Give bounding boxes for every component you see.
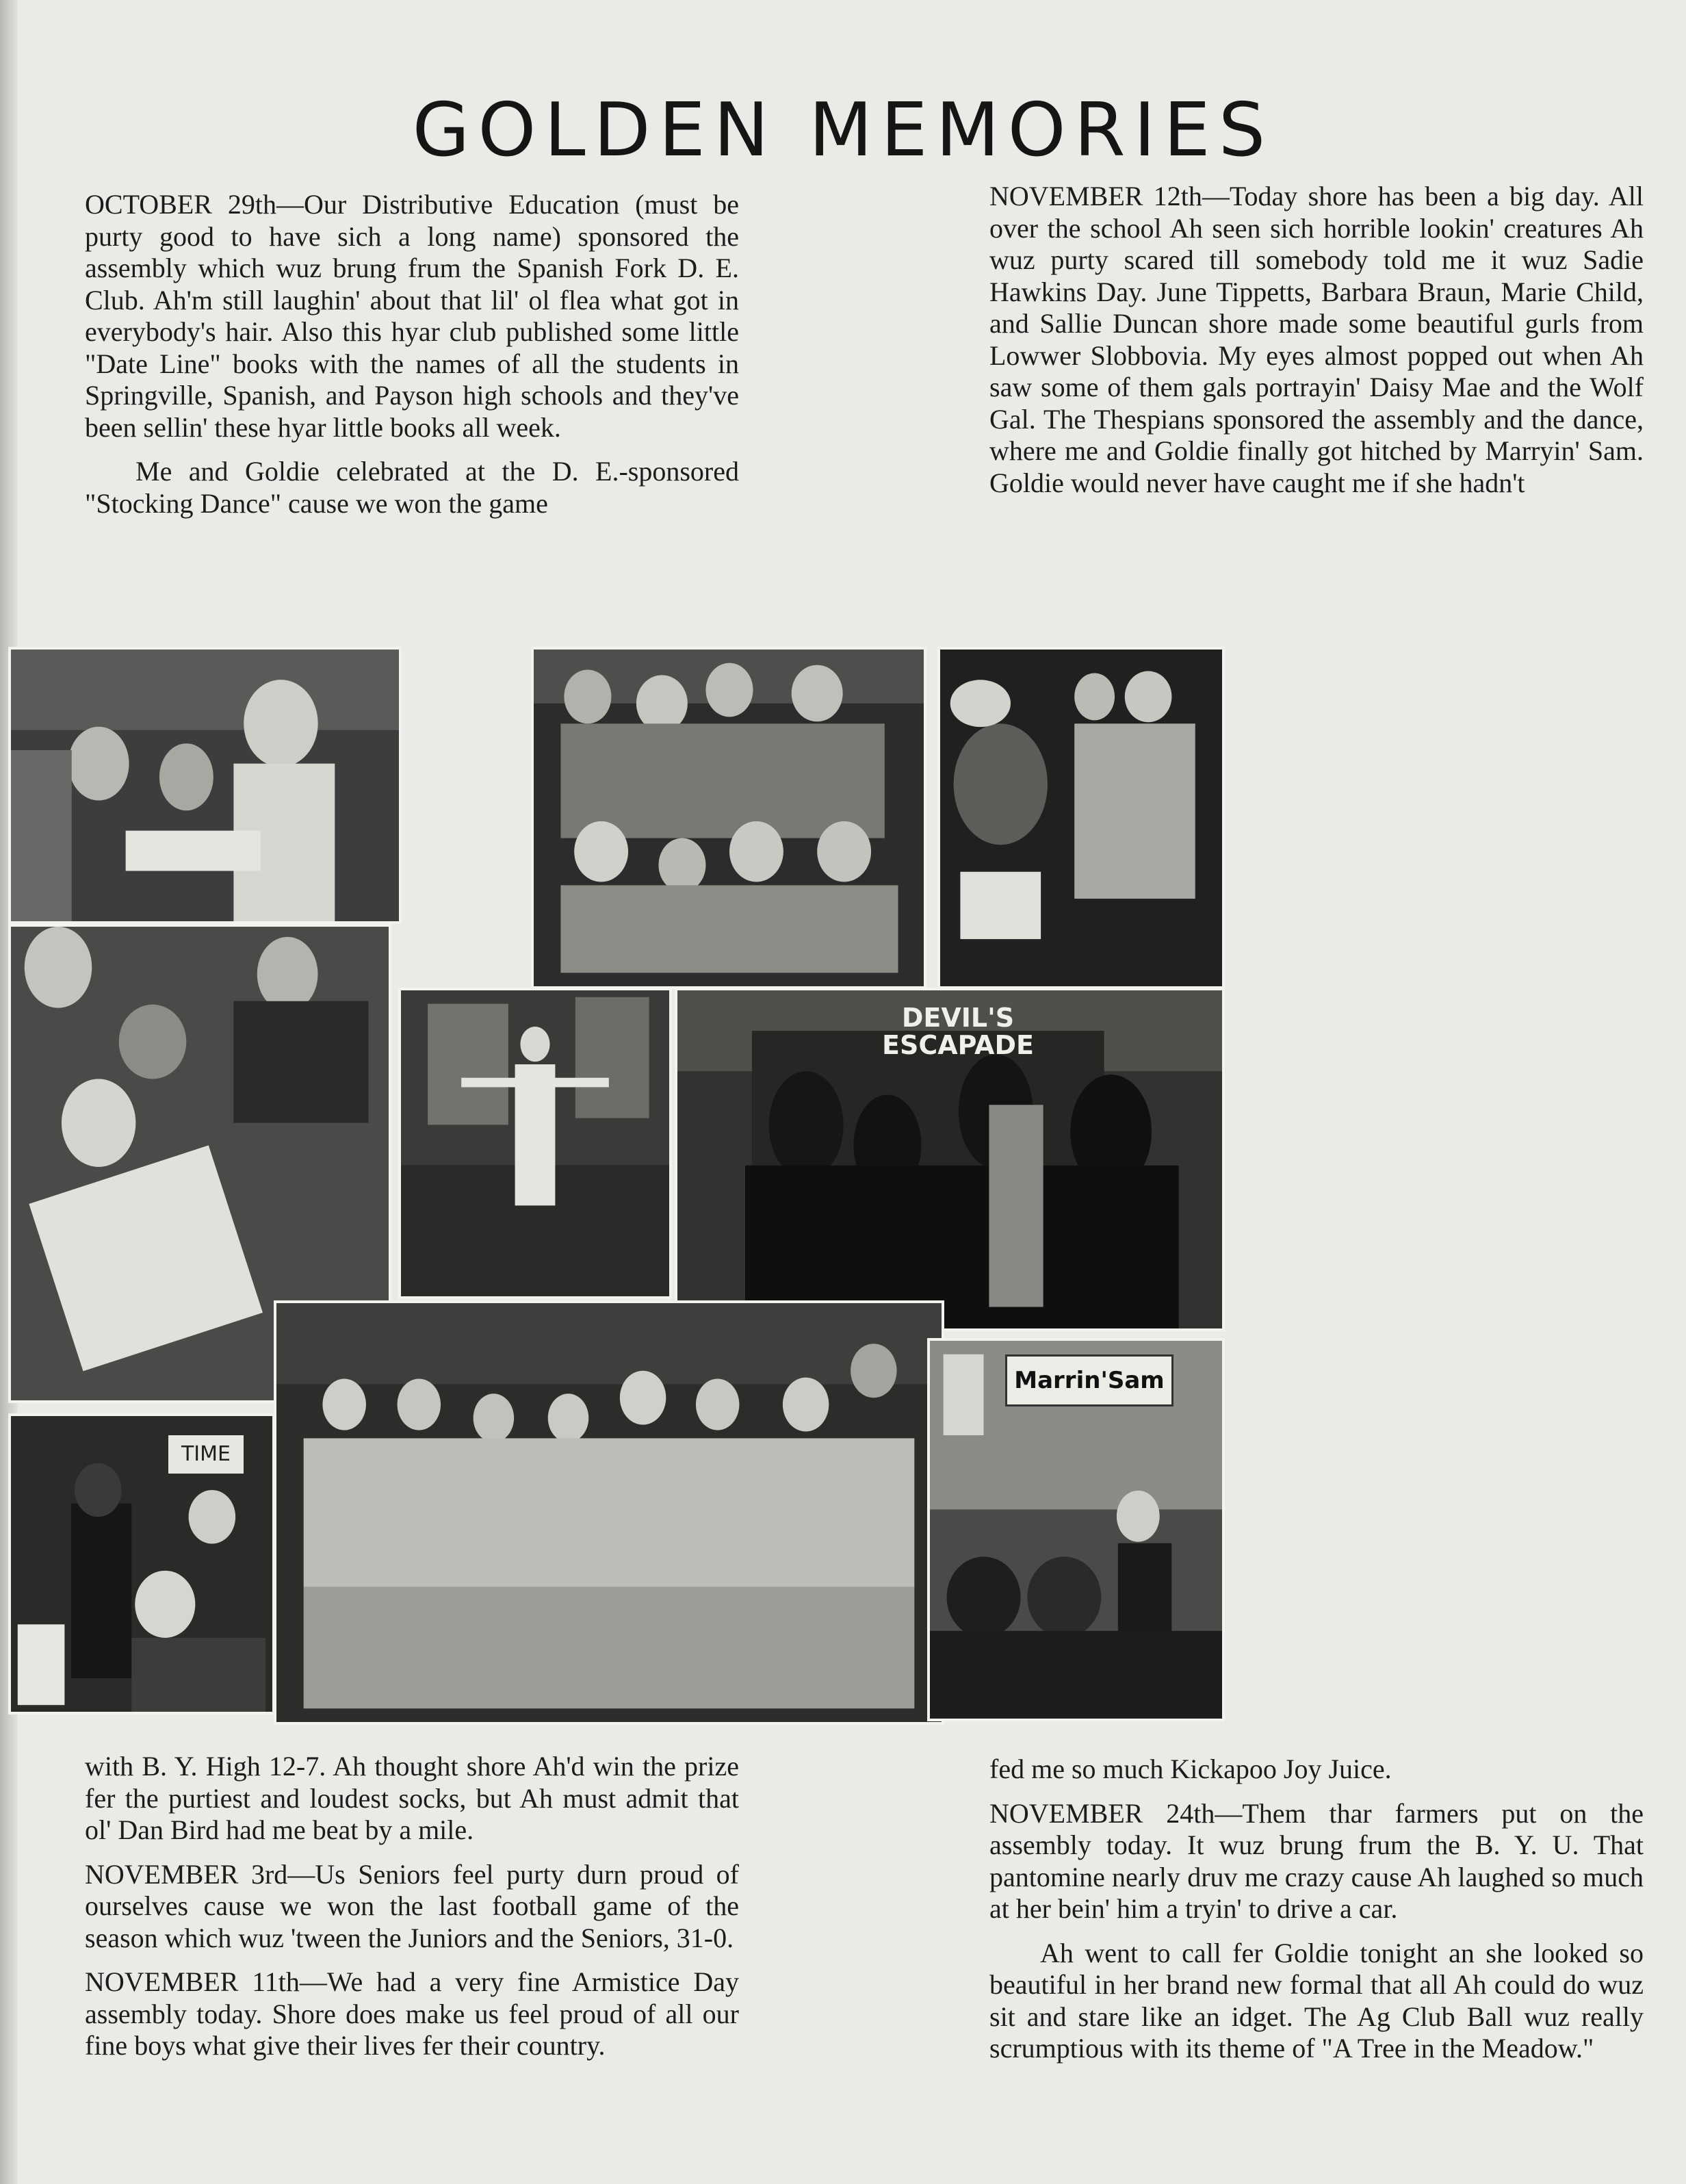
photo-marryin-sam-wedding [927,1338,1225,1721]
paragraph-october-29: OCTOBER 29th—Our Distributive Education (must be purty good to have sich a long name) sponsored the assembly which wuz brung frum the Spanish Fork D. E. Club. Ah'm still laughin' about that lil' ol flea what got in everybody's hair. Also this hyar club published some little "Date Line" books with the names of all the students in Springville, Spanish, and Payson high schools and they've been sellin' these hyar little books all week. [85,189,739,443]
paragraph-november-3: NOVEMBER 3rd—Us Seniors feel purty durn proud of ourselves cause we won the last football game of the season which wuz 'tween the Juniors and the Seniors, 31-0. [85,1858,739,1953]
photo-sadie-hawkins-group-image [534,650,924,986]
text-column-bottom-left [85,1751,739,2074]
page-title: GOLDEN MEMORIES [412,88,1274,173]
photo-time-sign [8,1413,275,1714]
photo-devils-escapade-dance [675,988,1225,1331]
paragraph-november-12: NOVEMBER 12th—Today shore has been a big day. All over the school Ah seen sich horrible lookin' creatures Ah wuz purty scared till somebody told me it wuz Sadie Hawkins Day. June Tippetts, Barbara Braun, Marie Child, and Sallie Duncan shore made some beautiful gurls from Lowwer Slobbovia. My eyes almost popped out when Ah saw some of them gals portrayin' Daisy Mae and the Wolf Gal. The Thespians sponsored the assembly and the dance, where me and Goldie finally got hitched by Marryin' Sam. Goldie would never have caught me if she hadn't [989,181,1644,498]
paragraph-joy-juice: fed me so much Kickapoo Joy Juice. [989,1753,1392,1784]
paragraph-stocking-dance: Me and Goldie celebrated at the D. E.-sponsored "Stocking Dance" cause we won the game [85,456,739,519]
photo-chorus-line-image [276,1303,942,1722]
text-column-bottom-right [989,1753,1644,2077]
text-column-top-left [85,189,739,532]
photo-lunch-serving-image [11,650,399,921]
sign-time: TIME [168,1435,244,1474]
photo-chorus-line [274,1300,944,1725]
paragraph-by-high: with B. Y. High 12-7. Ah thought shore Ah'd win the prize fer the purtiest and loudest socks, but Ah must admit that ol' Dan Bird had me beat by a mile. [85,1751,739,1845]
paragraph-november-11: NOVEMBER 11th—We had a very fine Armistice Day assembly today. Shore does make us feel proud of all our fine boys what give their lives fer their country. [85,1966,739,2061]
paragraph-ag-club-ball: Ah went to call fer Goldie tonight an she looked so beautiful in her brand new formal that all Ah could do wuz sit and stare like an idget. The Ag Club Ball wuz really scrumptious with its theme of "A Tree in the Meadow." [989,1937,1644,2064]
photo-sadie-hawkins-group [531,647,926,989]
sign-marryin-sam: Marrin'Sam [1005,1354,1173,1406]
photo-donkey-skit-image [940,650,1222,986]
paragraph-november-24: NOVEMBER 24th—Them thar farmers put on the assembly today. It wuz brung frum the B. Y. U. That pantomine nearly druv me crazy cause Ah laughed so much at her bein' him a tryin' to drive a car. [989,1797,1644,1924]
banner-devils-escapade: DEVIL'S ESCAPADE [882,1003,1034,1060]
photo-assembly-speaker-image [401,990,669,1296]
photo-lunch-serving [8,647,402,924]
photo-donkey-skit [937,647,1225,989]
text-column-top-right [989,181,1644,511]
photo-assembly-speaker [398,988,672,1299]
